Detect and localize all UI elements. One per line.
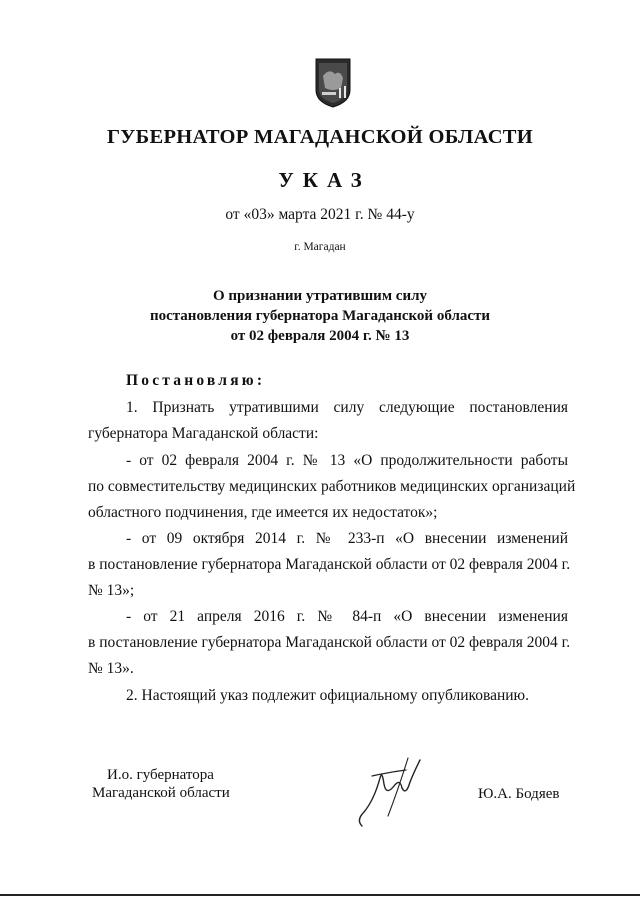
body-line: областного подчинения, где имеется их недостаток»; (88, 504, 438, 521)
body-line: по совместительству медицинских работников медицинских организаций (88, 478, 576, 495)
document-type: УКАЗ (278, 168, 371, 192)
decree-date-number: от «03» марта 2021 г. № 44-у (225, 206, 415, 223)
page-bottom-rule (0, 894, 640, 896)
coat-of-arms-icon (315, 58, 351, 108)
body-line: 1. Признать утратившими силу следующие постановления (126, 399, 568, 416)
signatory-name: Ю.А. Бодяев (478, 786, 560, 802)
body-line: губернатора Магаданской области: (88, 425, 319, 442)
body-line: 2. Настоящий указ подлежит официальному опубликованию. (126, 687, 530, 704)
issuing-authority: ГУБЕРНАТОР МАГАДАНСКОЙ ОБЛАСТИ (106, 126, 534, 148)
body-line: в постановление губернатора Магаданской области от 02 февраля 2004 г. (88, 556, 571, 573)
body-line: - от 09 октября 2014 г. № 233-п «О внесении изменений (126, 530, 568, 547)
resolve-heading: Постановляю: (126, 372, 266, 389)
city: г. Магадан (294, 241, 346, 253)
body-line: № 13»; (88, 582, 135, 599)
title-line: О признании утратившим силу (213, 288, 427, 304)
title-line: от 02 февраля 2004 г. № 13 (230, 328, 410, 344)
body-line: № 13». (88, 660, 134, 677)
handwritten-signature-icon (350, 750, 450, 830)
body-line: - от 21 апреля 2016 г. № 84-п «О внесении изменения (126, 608, 568, 625)
signatory-title: Магаданской области (92, 785, 230, 801)
body-line: - от 02 февраля 2004 г. № 13 «О продолжительности работы (126, 452, 568, 469)
body-line: в постановление губернатора Магаданской области от 02 февраля 2004 г. (88, 634, 571, 651)
title-line: постановления губернатора Магаданской области (149, 308, 491, 324)
signatory-title: И.о. губернатора (107, 767, 214, 783)
